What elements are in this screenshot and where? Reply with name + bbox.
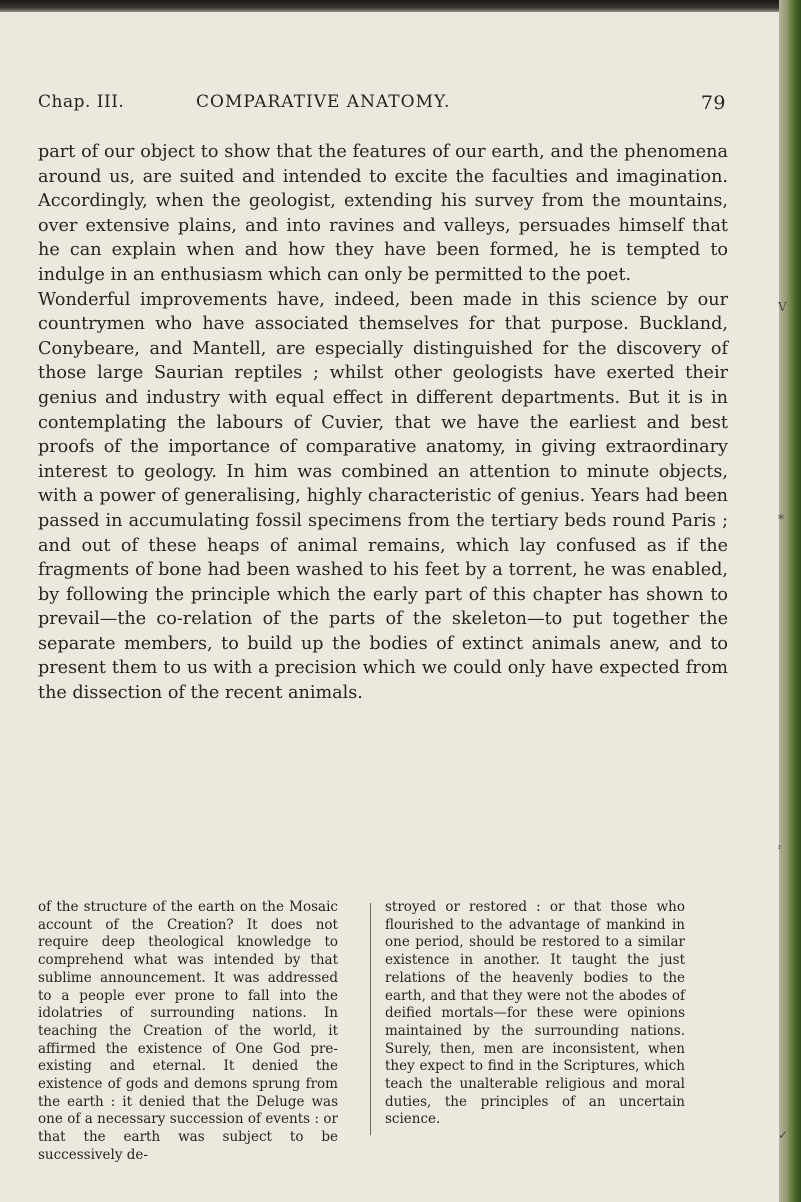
margin-mark: * (778, 512, 784, 526)
main-text (38, 140, 728, 706)
paragraph-2: Wonderful improvements have, indeed, been made in this science by our countrymen who have associated themselves for that purpose. Buckland, Conybeare, and Mantell, are especially distinguished for the discovery of those large Saurian reptiles ; whilst other geologists have exerted their genius and industry with equal effect in different departments. But it is in contemplating the labours of Cuvier, that we have the earliest and best proofs of the importance of comparative anatomy, in giving extraordinary interest to geology. In him was combined an attention to minute objects, with a power of generalising, highly characteristic of genius. Years had been passed in accumulating fossil specimens from the tertiary beds round Paris ; and out of these heaps of animal remains, which lay confused as if the fragments of bone had been washed to his feet by a torrent, he was enabled, by following the principle which the early part of this chapter has shown to prevail—the co-relation of the parts of the skeleton—to put together the separate members, to build up the bodies of extinct animals anew, and to present them to us with a precision which we could only have expected from the dissection of the recent animals. (38, 289, 728, 704)
margin-mark: ʳ (778, 842, 783, 856)
running-head (38, 92, 726, 118)
footnote-right-column: stroyed or restored : or that those who flourished to the advantage of mankind in one period, should be restored to a similar existence in another. It taught the just relations of the heavenly bodies to the earth, and that they were not the abodes of deified mortals—for these were opinions maintained by the surrounding nations. Surely, then, men are inconsistent, when they expect to find in the Scriptures, which teach the unalterable religious and moral duties, the principles of an uncertain science. (385, 899, 685, 1128)
footnote-area (38, 899, 728, 1163)
footnote-left-column: of the structure of the earth on the Mosaic account of the Creation? It does not require deep theological knowledge to comprehend what was intended by that sublime announcement. It was addressed to a people ever prone to fall into the idolatries of surrounding nations. In teaching the Creation of the world, it affirmed the existence of One God pre-existing and eternal. It denied the existence of gods and demons sprung from the earth : it denied that the Deluge was one of a necessary succession of events : or that the earth was subject to be successively de- (38, 899, 338, 1163)
margin-mark: ✓ (778, 1128, 789, 1142)
page-right-edge (779, 0, 801, 1202)
paragraph-1: part of our object to show that the features of our earth, and the phenomena around us, are suited and intended to excite the faculties and imagination. Accordingly, when the geologist, extending his survey from the mountains, over extensive plains, and into ravines and valleys, persuades himself that he can explain when and how they have been formed, he is tempted to indulge in an enthusiasm which can only be permitted to the poet. (38, 142, 728, 285)
chapter-label: Chap. III. (38, 92, 125, 112)
running-title: COMPARATIVE ANATOMY. (196, 92, 451, 112)
margin-mark: V (778, 300, 787, 314)
page-number: 79 (700, 92, 726, 114)
column-divider (370, 903, 371, 1135)
